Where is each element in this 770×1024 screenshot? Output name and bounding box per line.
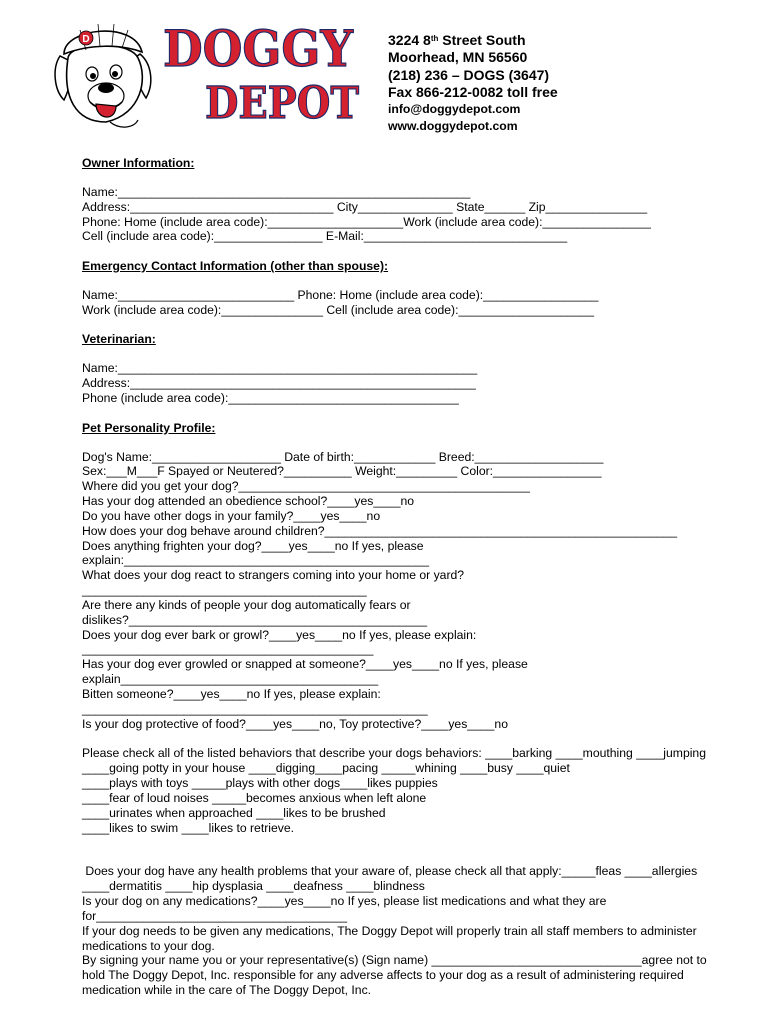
health-question[interactable]: Does your dog have any health problems that your aware of, please check all that apply:_____fleas ____allergies — [82, 864, 698, 879]
behaviors-question[interactable]: Please check all of the listed behaviors that describe your dogs behaviors: ____barking ____mouthing ____jumping — [82, 746, 706, 761]
signature-field[interactable]: By signing your name you or your representative(s) (Sign name) _______________________________agree not to — [82, 953, 707, 968]
medications-question[interactable]: Is your dog on any medications?____yes____no If yes, please list medications and what they are — [82, 893, 607, 908]
logo-word-depot: DEPOT — [205, 78, 360, 129]
growl-explain-field[interactable]: explain______________________________________ — [82, 672, 379, 687]
vet-heading: Veterinarian: — [82, 332, 156, 347]
behaviors-options-4[interactable]: ____urinates when approached ____likes to be brushed — [82, 805, 386, 820]
owner-heading: Owner Information: — [82, 156, 195, 170]
vet-phone-field[interactable]: Phone (include area code):__________________________________ — [82, 390, 459, 405]
liability-notice-1: hold The Doggy Depot, Inc. responsible for any adverse affects to your dog as a result of administering required — [82, 968, 684, 983]
owner-address-field[interactable]: Address:______________________________ City______________ State______ Zip_______________ — [82, 199, 648, 214]
vet-name-field[interactable]: Name:_____________________________________________________ — [82, 361, 478, 376]
bitten-explain-field[interactable]: ___________________________________________________ — [82, 701, 428, 716]
bark-explain-field[interactable]: ___________________________________________ — [82, 642, 374, 657]
phone-line: (218) 236 – DOGS (3647) — [388, 66, 550, 83]
cap-letter: D — [82, 34, 90, 45]
dog-name-field[interactable]: Dog's Name:___________________ Date of birth:____________ Breed:___________________ — [82, 449, 604, 464]
children-question[interactable]: How does your dog behave around children?____________________________________________________ — [82, 523, 678, 538]
doggy-depot-logo — [50, 18, 362, 138]
email-link[interactable]: info@doggydepot.com — [388, 102, 521, 117]
medication-notice-2: medications to your dog. — [82, 938, 215, 953]
growl-question[interactable]: Has your dog ever growled or snapped at someone?____yes____no If yes, please — [82, 657, 528, 672]
letterhead — [0, 0, 770, 150]
owner-phone-field[interactable]: Phone: Home (include area code):____________________Work (include area code):________________ — [82, 214, 651, 229]
dog-origin-field[interactable]: Where did you get your dog?___________________________________________ — [82, 479, 530, 494]
logo-word-doggy: DOGGY — [163, 19, 355, 78]
dislikes-field[interactable]: dislikes?____________________________________________ — [82, 612, 427, 627]
vet-address-field[interactable]: Address:___________________________________________________ — [82, 376, 476, 391]
dog-sex-field[interactable]: Sex:___M___F Spayed or Neutered?__________ Weight:_________ Color:________________ — [82, 464, 602, 479]
obedience-question[interactable]: Has your dog attended an obedience school?____yes____no — [82, 494, 415, 509]
frighten-question[interactable]: Does anything frighten your dog?____yes____no If yes, please — [82, 538, 424, 553]
behaviors-options-3[interactable]: ____fear of loud noises _____becomes anxious when left alone — [82, 790, 427, 805]
behaviors-options-1[interactable]: ____going potty in your house ____digging____pacing _____whining ____busy ____quiet — [82, 761, 570, 776]
personality-heading: Pet Personality Profile: — [82, 420, 216, 435]
protective-question[interactable]: Is your dog protective of food?____yes____no, Toy protective?____yes____no — [82, 716, 508, 731]
frighten-explain-field[interactable]: explain:_____________________________________________ — [82, 553, 430, 568]
bark-question[interactable]: Does your dog ever bark or growl?____yes____no If yes, please explain: — [82, 627, 477, 642]
emergency-heading: Emergency Contact Information (other than spouse): — [82, 259, 389, 274]
registration-form — [82, 156, 742, 998]
other-dogs-question[interactable]: Do you have other dogs in your family?____yes____no — [82, 508, 381, 523]
address-line: 3224 8th Street South — [388, 32, 526, 48]
website-link[interactable]: www.doggydepot.com — [388, 118, 518, 133]
medication-notice-1: If your dog needs to be given any medications, The Doggy Depot will properly train all staff members to administer — [82, 923, 697, 938]
strangers-question: What does your dog react to strangers coming into your home or yard? — [82, 568, 465, 583]
owner-cell-field[interactable]: Cell (include area code):________________ E-Mail:______________________________ — [82, 229, 568, 244]
emergency-work-field[interactable]: Work (include area code):_______________ Cell (include area code):____________________ — [82, 302, 595, 317]
liability-notice-2: medication while in the care of The Doggy Depot, Inc. — [82, 983, 372, 998]
strangers-answer-field[interactable]: __________________________________________ — [82, 583, 367, 598]
contact-block — [388, 32, 558, 134]
dog-mascot-icon — [55, 24, 151, 127]
health-options[interactable]: ____dermatitis ____hip dysplasia ____deafness ____blindness — [82, 879, 425, 894]
city-line: Moorhead, MN 56560 — [388, 49, 528, 66]
fears-question: Are there any kinds of people your dog automatically fears or — [82, 597, 411, 612]
behaviors-options-5[interactable]: ____likes to swim ____likes to retrieve. — [82, 820, 295, 835]
bitten-question[interactable]: Bitten someone?____yes____no If yes, please explain: — [82, 687, 381, 701]
fax-line: Fax 866-212-0082 toll free — [388, 83, 558, 100]
medications-field[interactable]: for_____________________________________ — [82, 908, 348, 923]
emergency-name-field[interactable]: Name:__________________________ Phone: Home (include area code):_________________ — [82, 287, 599, 302]
behaviors-options-2[interactable]: ____plays with toys _____plays with other dogs____likes puppies — [82, 776, 438, 791]
owner-name-field[interactable]: Name:____________________________________________________ — [82, 184, 471, 199]
